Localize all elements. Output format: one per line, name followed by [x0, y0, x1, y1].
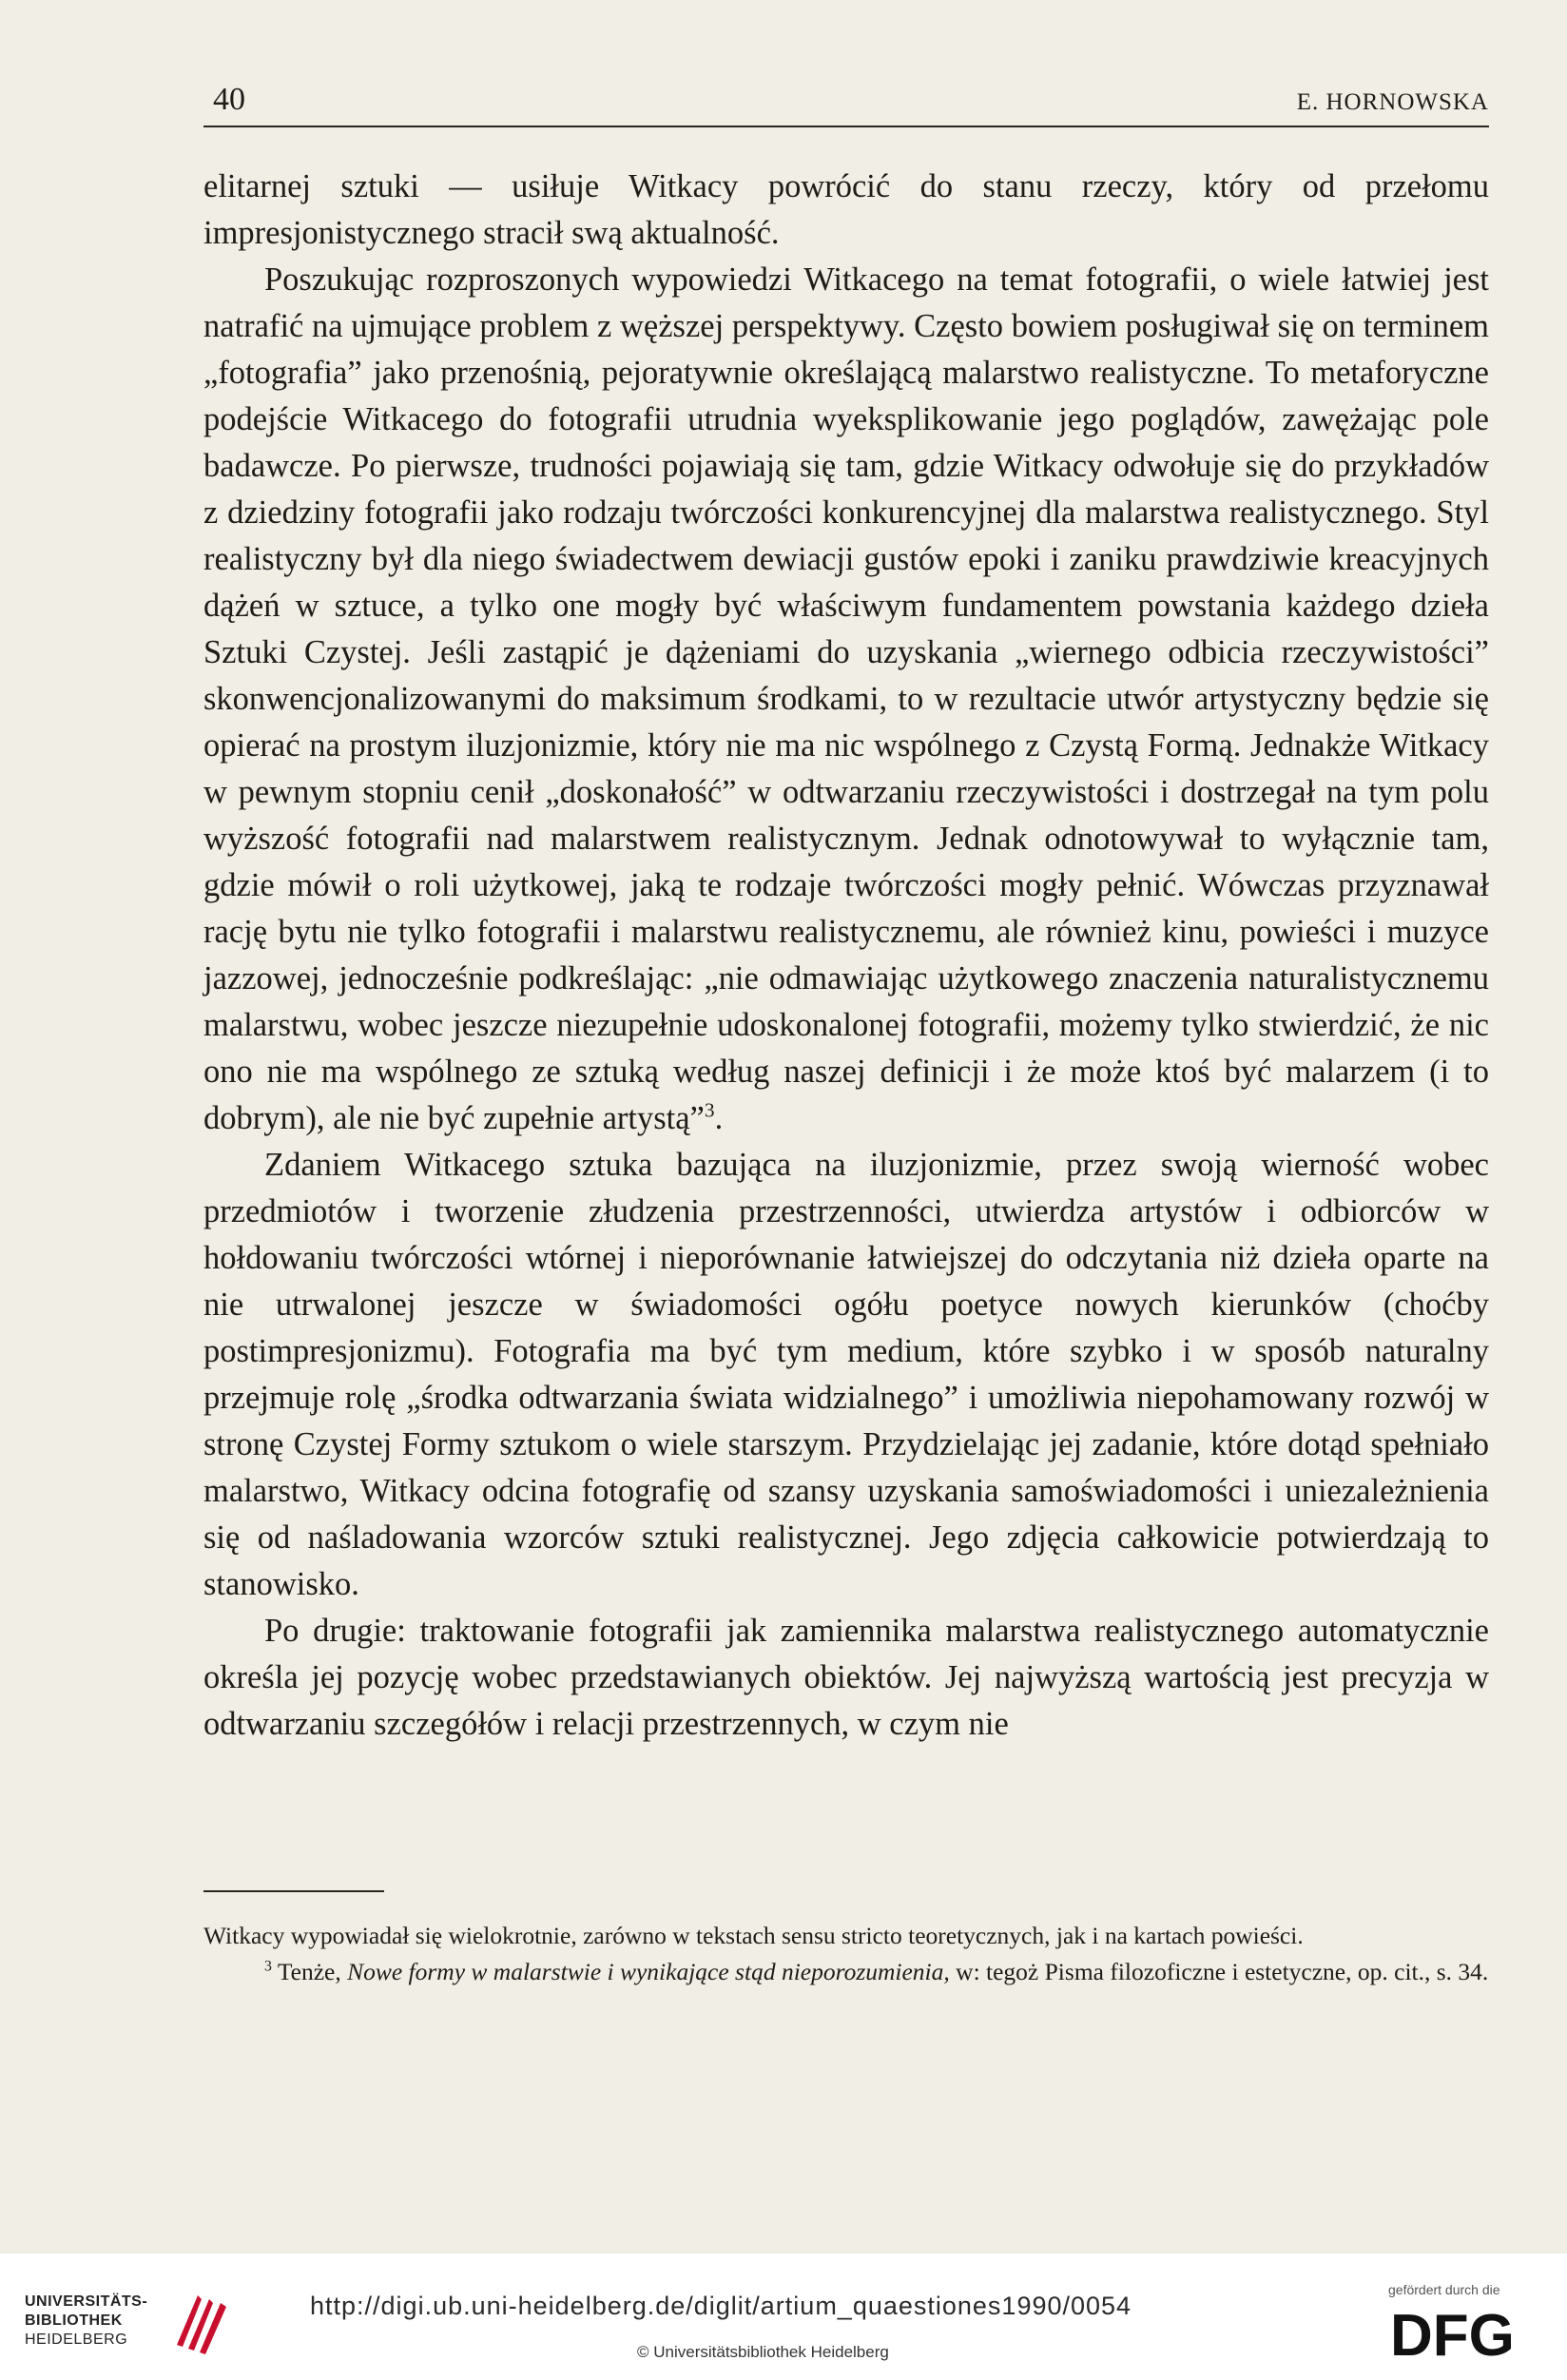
- paragraph-2-end: .: [714, 1100, 724, 1136]
- library-emblem-icon: [167, 2286, 243, 2362]
- footnote-3-suffix: w: tegoż Pisma filozoficzne i estetyczne, op. cit., s. 34.: [956, 1958, 1489, 1985]
- footnote-continued: Witkacy wypowiadał się wielokrotnie, zarówno w tekstach sensu stricto teoretycznych, jak i na kartach powieści.: [203, 1922, 1304, 1949]
- digitization-footer: [0, 2254, 1567, 2380]
- library-logo[interactable]: [25, 2293, 234, 2360]
- paragraph-1: elitarnej sztuki — usiłuje Witkacy powrócić do stanu rzeczy, który od przełomu impresjonistycznego stracił swą aktualność.: [203, 168, 1489, 251]
- paragraph-2-text: Poszukując rozproszonych wypowiedzi Witkacego na temat fotografii, o wiele łatwiej jest natrafić na ujmujące problem z węższej perspektywy. Często bowiem posługiwał się on terminem „fotografia” jako przenośnią, pejoratywnie określającą malarstwo realistyczne. To metaforyczne podejście Witkacego do fotografii utrudnia wyeksplikowanie jego poglądów, zawężając pole badawcze. Po pierwsze, trudności pojawiają się tam, gdzie Witkacy odwołuje się do przykładów z dziedziny fotografii jako rodzaju twórczości konkurencyjnej dla malarstwa realistycznego. Styl realistyczny był dla niego świadectwem dewiacji gustów epoki i zaniku prawdziwie kreacyjnych dążeń w sztuce, a tylko one mogły być właściwym fundamentem powstania każdego dzieła Sztuki Czystej. Jeśli zastąpić je dążeniami do uzyskania „wiernego odbicia rzeczywistości” skonwencjonalizowanymi do maksimum środkami, to w rezultacie utwór artystyczny będzie się opierać na prostym iluzjonizmie, który nie ma nic wspólnego z Czystą Formą. Jednakże Witkacy w pewnym stopniu cenił „doskonałość” w odtwarzaniu rzeczywistości i dostrzegał na tym polu wyższość fotografii nad malarstwem realistycznym. Jednak odnotowywał to wyłącznie tam, gdzie mówił o roli użytkowej, jaką te rodzaje twórczości mogły pełnić. Wówczas przyznawał rację bytu nie tylko fotografii i malarstwu realistycznemu, ale również kinu, powieści i muzyce jazzowej, jednocześnie podkreślając: „nie odmawiając użytkowego znaczenia naturalistycznemu malarstwu, wobec jeszcze niezupełnie udoskonalonej fotografii, możemy tylko stwierdzić, że nic ono nie ma wspólnego ze sztuką według naszej definicji i że może ktoś być malarzem (i to dobrym), ale nie być zupełnie artystą”: [203, 261, 1489, 1136]
- library-name-line3: HEIDELBERG: [25, 2332, 128, 2348]
- copyright-notice: © Universitätsbibliothek Heidelberg: [637, 2343, 889, 2361]
- running-head: E. HORNOWSKA: [1296, 89, 1489, 115]
- header-rule: [203, 126, 1489, 127]
- footnote-3-number: 3: [264, 1958, 272, 1975]
- paragraph-4: Po drugie: traktowanie fotografii jak zamiennika malarstwa realistycznego automatycznie określa jej pozycję wobec przedstawianych obiektów. Jej najwyższą wartością jest precyzja w odtwarzaniu szczegółów i relacji przestrzennych, w czym nie: [203, 1613, 1489, 1742]
- page-number: 40: [213, 82, 245, 117]
- footnote-rule: [203, 1890, 384, 1892]
- paragraph-2: [203, 257, 1489, 1142]
- dfg-funding-badge[interactable]: [1388, 2282, 1540, 2368]
- page-header: [203, 78, 1489, 126]
- footnotes: [203, 1918, 1489, 1990]
- footnote-ref-3: 3: [704, 1098, 715, 1122]
- body-text: [203, 164, 1489, 1748]
- library-name-line2: BIBLIOTHEK: [25, 2312, 123, 2329]
- footnote-3-title: Nowe formy w malarstwie i wynikające stąd nieporozumienia,: [347, 1958, 950, 1985]
- footnote-3-prefix: Tenże,: [277, 1958, 341, 1985]
- source-url-link[interactable]: http://digi.ub.uni-heidelberg.de/diglit/artium_quaestiones1990/0054: [310, 2292, 1132, 2320]
- dfg-logo-text: DFG: [1390, 2303, 1515, 2362]
- paragraph-3: Zdaniem Witkacego sztuka bazująca na iluzjonizmie, przez swoją wierność wobec przedmiotów i tworzenie złudzenia przestrzenności, utwierdza artystów i odbiorców w hołdowaniu twórczości wtórnej i nieporównanie łatwiejszej do odczytania niż dzieła oparte na nie utrwalonej jeszcze w świadomości ogółu poetyce nowych kierunków (choćby postimpresjonizmu). Fotografia ma być tym medium, które szybko i w sposób naturalny przejmuje rolę „środka odtwarzania świata widzialnego” i umożliwia niepohamowany rozwój w stronę Czystej Formy sztukom o wiele starszym. Przydzielając jej zadanie, które dotąd spełniało malarstwo, Witkacy odcina fotografię od szansy uzyskania samoświadomości i uniezależnienia się od naśladowania wzorców sztuki realistycznej. Jego zdjęcia całkowicie potwierdzają to stanowisko.: [203, 1147, 1489, 1602]
- dfg-caption: gefördert durch die: [1388, 2282, 1500, 2297]
- footnote-3: [203, 1954, 1489, 1990]
- dfg-logo-icon: [1388, 2303, 1531, 2362]
- library-name-line1: UNIVERSITÄTS-: [25, 2293, 148, 2310]
